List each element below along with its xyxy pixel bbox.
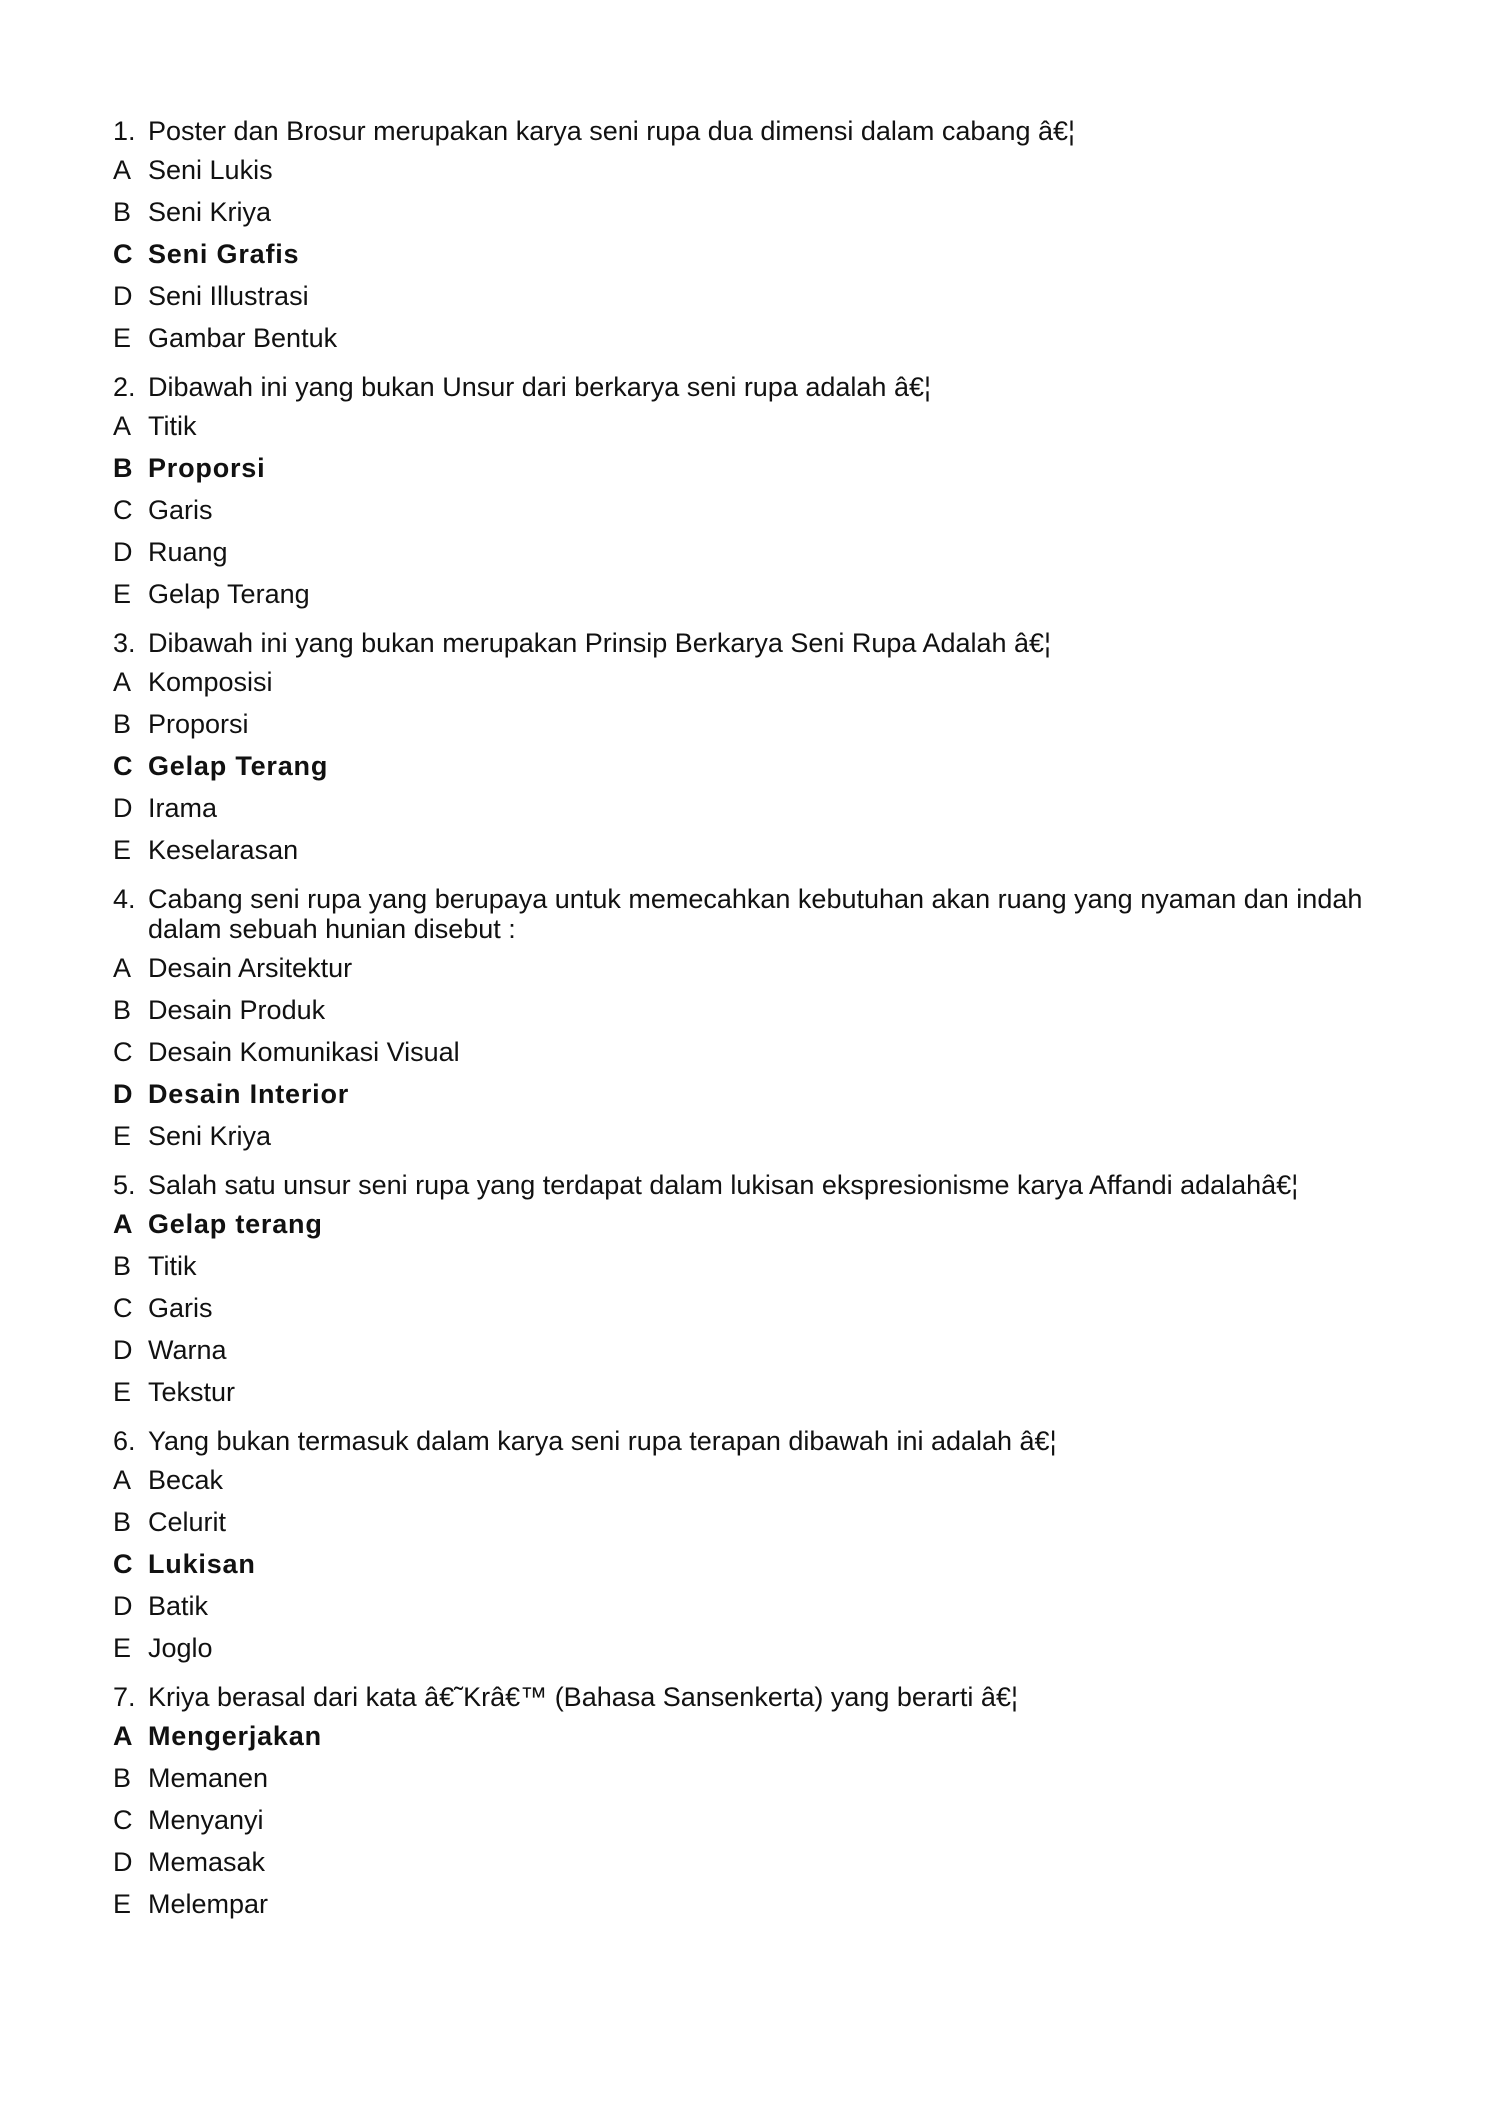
answer-option-correct bbox=[113, 1721, 1403, 1751]
answer-option bbox=[113, 995, 1403, 1025]
option-letter: B bbox=[113, 709, 132, 739]
answer-option bbox=[113, 1121, 1403, 1151]
answer-option-correct bbox=[113, 751, 1403, 781]
answer-option-correct bbox=[113, 239, 1403, 269]
answer-option bbox=[113, 323, 1403, 353]
option-text: Gelap terang bbox=[148, 1209, 323, 1239]
answer-option bbox=[113, 1507, 1403, 1537]
question-text: Dibawah ini yang bukan Unsur dari berkarya seni rupa adalah â€¦ bbox=[148, 372, 931, 402]
answer-option-correct bbox=[113, 1209, 1403, 1239]
answer-option bbox=[113, 1889, 1403, 1919]
question-text: Yang bukan termasuk dalam karya seni rupa terapan dibawah ini adalah â€¦ bbox=[148, 1426, 1057, 1456]
question-number: 1. bbox=[113, 116, 136, 146]
question-block bbox=[113, 372, 1403, 609]
option-text: Celurit bbox=[148, 1507, 227, 1537]
question-block bbox=[113, 1682, 1403, 1919]
option-letter: A bbox=[113, 667, 132, 697]
option-text: Gelap Terang bbox=[148, 751, 329, 781]
question-number: 6. bbox=[113, 1426, 136, 1456]
answer-option bbox=[113, 709, 1403, 739]
question-block bbox=[113, 628, 1403, 865]
option-letter: B bbox=[113, 995, 132, 1025]
answer-option bbox=[113, 197, 1403, 227]
question-stem bbox=[113, 1682, 1403, 1712]
option-letter: A bbox=[113, 1721, 134, 1751]
option-text: Becak bbox=[148, 1465, 224, 1495]
option-text: Keselarasan bbox=[148, 835, 299, 865]
option-list bbox=[113, 411, 1403, 609]
question-text: Salah satu unsur seni rupa yang terdapat dalam lukisan ekspresionisme karya Affandi adalahâ€¦ bbox=[148, 1170, 1299, 1200]
option-letter: D bbox=[113, 281, 133, 311]
option-text: Gelap Terang bbox=[148, 579, 310, 609]
option-text: Seni Kriya bbox=[148, 197, 272, 227]
answer-option bbox=[113, 411, 1403, 441]
answer-option bbox=[113, 1847, 1403, 1877]
option-letter: A bbox=[113, 953, 132, 983]
option-letter: A bbox=[113, 1209, 134, 1239]
option-text: Komposisi bbox=[148, 667, 273, 697]
option-list bbox=[113, 667, 1403, 865]
option-letter: D bbox=[113, 793, 133, 823]
answer-option-correct bbox=[113, 1549, 1403, 1579]
option-list bbox=[113, 1721, 1403, 1919]
question-number: 4. bbox=[113, 884, 136, 914]
answer-option bbox=[113, 1633, 1403, 1663]
option-text: Tekstur bbox=[148, 1377, 236, 1407]
question-block bbox=[113, 884, 1403, 1151]
option-text: Desain Interior bbox=[148, 1079, 350, 1109]
question-number: 7. bbox=[113, 1682, 136, 1712]
question-block bbox=[113, 116, 1403, 353]
option-letter: C bbox=[113, 239, 134, 269]
option-text: Mengerjakan bbox=[148, 1721, 322, 1751]
question-stem bbox=[113, 884, 1403, 944]
option-letter: B bbox=[113, 1507, 132, 1537]
option-letter: C bbox=[113, 751, 134, 781]
option-letter: A bbox=[113, 155, 132, 185]
answer-option bbox=[113, 835, 1403, 865]
question-stem bbox=[113, 116, 1403, 146]
answer-option bbox=[113, 1465, 1403, 1495]
answer-option bbox=[113, 1805, 1403, 1835]
option-text: Proporsi bbox=[148, 709, 249, 739]
option-text: Memasak bbox=[148, 1847, 266, 1877]
option-letter: C bbox=[113, 1549, 134, 1579]
option-letter: E bbox=[113, 1889, 132, 1919]
answer-option-correct bbox=[113, 1079, 1403, 1109]
option-text: Garis bbox=[148, 1293, 213, 1323]
option-text: Lukisan bbox=[148, 1549, 256, 1579]
option-letter: E bbox=[113, 1633, 132, 1663]
question-text: Cabang seni rupa yang berupaya untuk memecahkan kebutuhan akan ruang yang nyaman dan indah dalam sebuah hunian disebut : bbox=[148, 884, 1363, 944]
question-block bbox=[113, 1426, 1403, 1663]
option-letter: A bbox=[113, 411, 132, 441]
question-stem bbox=[113, 1170, 1403, 1200]
answer-option bbox=[113, 1763, 1403, 1793]
option-letter: A bbox=[113, 1465, 132, 1495]
answer-option bbox=[113, 667, 1403, 697]
option-list bbox=[113, 1209, 1403, 1407]
option-text: Batik bbox=[148, 1591, 209, 1621]
option-letter: E bbox=[113, 579, 132, 609]
answer-option bbox=[113, 793, 1403, 823]
option-letter: E bbox=[113, 323, 132, 353]
question-text: Kriya berasal dari kata â€˜Krâ€™ (Bahasa Sansenkerta) yang berarti â€¦ bbox=[148, 1682, 1018, 1712]
option-text: Memanen bbox=[148, 1763, 269, 1793]
option-text: Menyanyi bbox=[148, 1805, 264, 1835]
option-list bbox=[113, 1465, 1403, 1663]
option-text: Desain Arsitektur bbox=[148, 953, 353, 983]
option-letter: B bbox=[113, 1763, 132, 1793]
answer-option-correct bbox=[113, 453, 1403, 483]
answer-option bbox=[113, 1377, 1403, 1407]
answer-option bbox=[113, 1251, 1403, 1281]
question-block bbox=[113, 1170, 1403, 1407]
option-letter: E bbox=[113, 1377, 132, 1407]
option-text: Seni Illustrasi bbox=[148, 281, 309, 311]
option-list bbox=[113, 953, 1403, 1151]
option-text: Titik bbox=[148, 411, 197, 441]
answer-option bbox=[113, 579, 1403, 609]
option-text: Desain Produk bbox=[148, 995, 326, 1025]
option-letter: D bbox=[113, 1847, 133, 1877]
option-letter: E bbox=[113, 835, 132, 865]
answer-option bbox=[113, 1591, 1403, 1621]
option-letter: D bbox=[113, 1335, 133, 1365]
option-text: Proporsi bbox=[148, 453, 266, 483]
option-letter: D bbox=[113, 1079, 134, 1109]
question-text: Dibawah ini yang bukan merupakan Prinsip Berkarya Seni Rupa Adalah â€¦ bbox=[148, 628, 1052, 658]
option-text: Desain Komunikasi Visual bbox=[148, 1037, 460, 1067]
question-number: 5. bbox=[113, 1170, 136, 1200]
answer-option bbox=[113, 953, 1403, 983]
option-letter: C bbox=[113, 1037, 133, 1067]
answer-option bbox=[113, 1037, 1403, 1067]
option-list bbox=[113, 155, 1403, 353]
option-letter: B bbox=[113, 1251, 132, 1281]
answer-option bbox=[113, 281, 1403, 311]
option-letter: C bbox=[113, 495, 133, 525]
option-letter: C bbox=[113, 1805, 133, 1835]
answer-option bbox=[113, 537, 1403, 567]
answer-option bbox=[113, 1335, 1403, 1365]
option-text: Ruang bbox=[148, 537, 228, 567]
answer-option bbox=[113, 495, 1403, 525]
option-text: Joglo bbox=[148, 1633, 213, 1663]
option-letter: C bbox=[113, 1293, 133, 1323]
option-letter: D bbox=[113, 1591, 133, 1621]
option-letter: B bbox=[113, 197, 132, 227]
option-text: Melempar bbox=[148, 1889, 269, 1919]
answer-option bbox=[113, 155, 1403, 185]
question-stem bbox=[113, 372, 1403, 402]
option-text: Seni Kriya bbox=[148, 1121, 272, 1151]
option-text: Garis bbox=[148, 495, 213, 525]
option-letter: B bbox=[113, 453, 134, 483]
option-letter: D bbox=[113, 537, 133, 567]
option-text: Seni Lukis bbox=[148, 155, 273, 185]
question-text: Poster dan Brosur merupakan karya seni rupa dua dimensi dalam cabang â€¦ bbox=[148, 116, 1076, 146]
option-text: Warna bbox=[148, 1335, 227, 1365]
question-number: 2. bbox=[113, 372, 136, 402]
option-letter: E bbox=[113, 1121, 132, 1151]
question-stem bbox=[113, 628, 1403, 658]
question-number: 3. bbox=[113, 628, 136, 658]
question-list bbox=[113, 116, 1403, 1938]
question-stem bbox=[113, 1426, 1403, 1456]
option-text: Seni Grafis bbox=[148, 239, 300, 269]
answer-option bbox=[113, 1293, 1403, 1323]
option-text: Irama bbox=[148, 793, 218, 823]
option-text: Titik bbox=[148, 1251, 197, 1281]
option-text: Gambar Bentuk bbox=[148, 323, 338, 353]
